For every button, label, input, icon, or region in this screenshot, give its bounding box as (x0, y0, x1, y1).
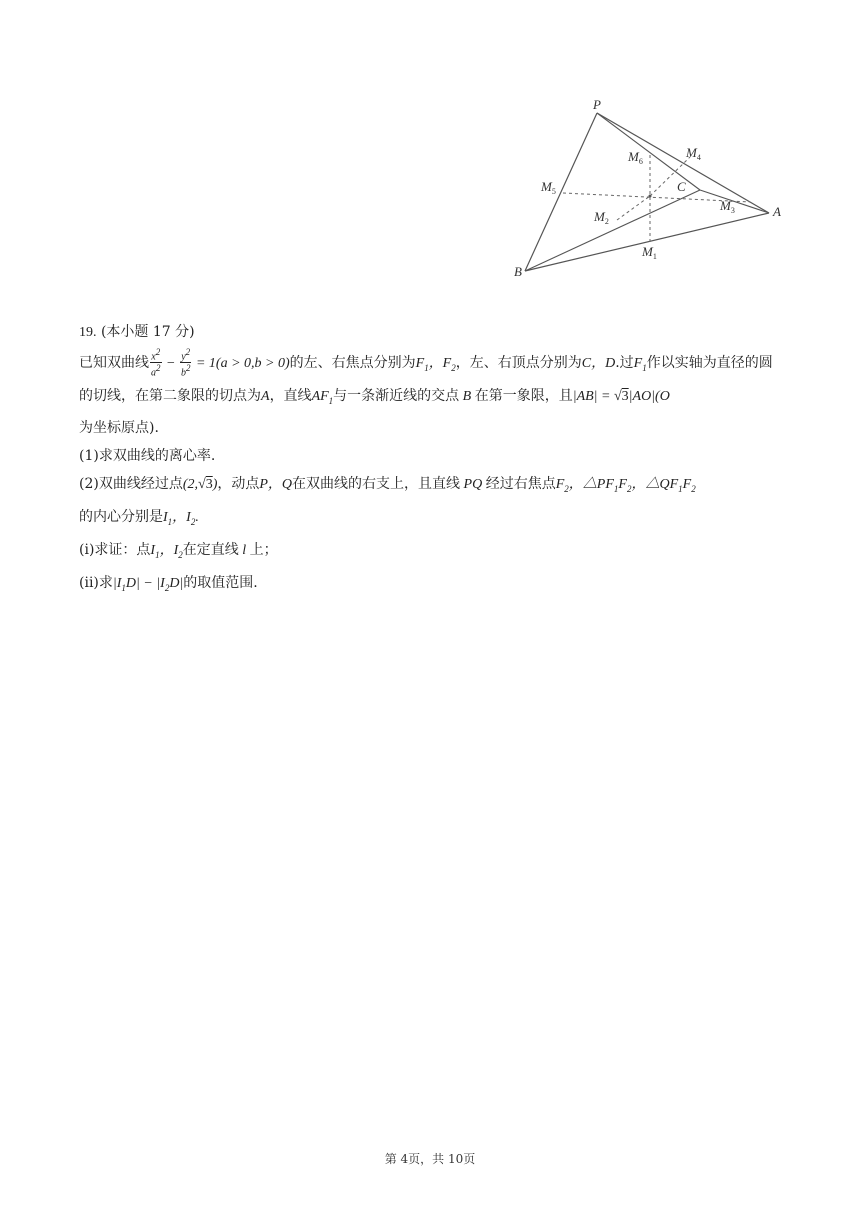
geometry-figure (505, 95, 805, 290)
fraction-y2-b2: $\frac{y^2}{b^2}$ (180, 347, 191, 379)
label-m5: $M_5$ (541, 179, 556, 196)
problem-points: (本小题 17 分) (100, 324, 195, 340)
label-c: C (677, 179, 686, 194)
sub-question-i: (i)求证：点$I_1$，$I_2$在定直线 l 上； (79, 542, 278, 560)
label-m4: $M_4$ (686, 145, 701, 162)
problem-19 (79, 318, 784, 602)
part-2: (2)双曲线经过点(2,√3)，动点P，Q在双曲线的右支上，且直线 PQ 经过右焦点$F_2$，$\triangle PF_1F_2$，$\triangle QF_1F_2$ 的内心分别是$I_1$，$I_2$. (79, 476, 696, 528)
label-m3: $M_3$ (720, 198, 735, 215)
problem-number: 19. (79, 325, 97, 340)
sub-question-ii: (ii)求$|I_1D| - |I_2D|$的取值范围. (79, 574, 258, 593)
part-1: (1)求双曲线的离心率. (79, 448, 216, 465)
label-m1: $M_1$ (642, 244, 657, 261)
problem-stem: 已知双曲线 $\frac{x^2}{a^2}$ − $\frac{y^2}{b^2}$ = 1(a > 0,b > 0)的左、右焦点分别为$F_1$，$F_2$，左、右顶点分别为C，D.过$F_1$作以实轴为直径的圆的切线，在第二象限的切点为A，直线$AF_1$与一条渐近线的交点 B 在第一象限，且|AB| = √3|AO|(O 为坐标原点). (79, 347, 773, 437)
label-a: A (773, 204, 781, 219)
fraction-x2-a2: $\frac{x^2}{a^2}$ (151, 347, 161, 379)
label-p: P (593, 97, 601, 112)
problem-header (79, 318, 784, 347)
label-m6: $M_6$ (628, 149, 643, 166)
page-footer: 第 4页，共 10页 (384, 1152, 476, 1166)
label-m2: $M_2$ (594, 209, 609, 226)
label-b: B (514, 264, 522, 279)
